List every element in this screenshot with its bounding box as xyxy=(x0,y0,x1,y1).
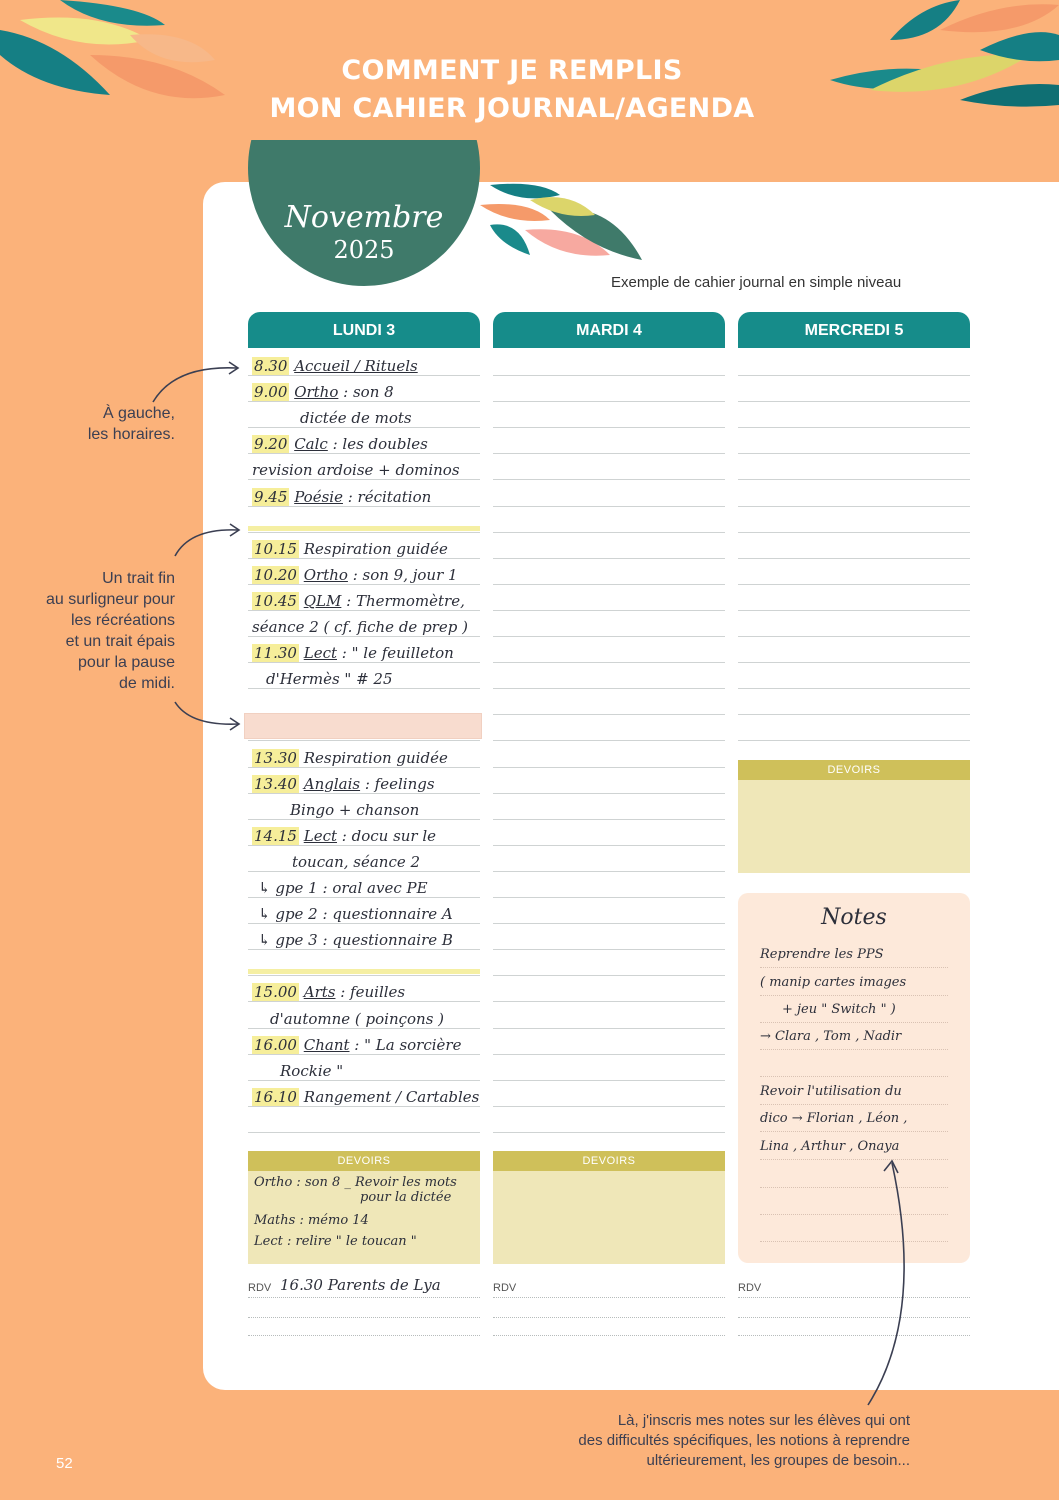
entry-subject: Lect xyxy=(303,826,338,845)
entry-text: ↳ gpe 2 : questionnaire A xyxy=(258,905,453,924)
note-line: dico → Florian , Léon , xyxy=(760,1105,948,1132)
schedule-entry xyxy=(248,745,480,771)
entry-subject: Ortho xyxy=(294,383,339,402)
note-line: + jeu " Switch " ) xyxy=(760,996,948,1023)
ruled-line xyxy=(493,1055,725,1081)
ruled-line xyxy=(493,1029,725,1055)
devoirs-label-wednesday: DEVOIRS xyxy=(738,760,970,780)
ruled-line xyxy=(738,689,970,715)
side-note-line: À gauche, xyxy=(102,405,175,422)
ruled-line xyxy=(493,1107,725,1133)
ruled-line xyxy=(738,715,970,741)
entry-text: d'automne ( poinçons ) xyxy=(270,1009,445,1028)
ruled-line xyxy=(493,768,725,794)
ruled-line xyxy=(493,872,725,898)
page-number: 52 xyxy=(56,1455,73,1472)
entry-text: : " le feuilleton xyxy=(337,644,454,663)
notes-title: Notes xyxy=(821,905,887,930)
entry-time: 9.00 xyxy=(254,383,288,402)
ruled-line xyxy=(493,1003,725,1029)
entry-subject: Poésie xyxy=(294,487,343,506)
rdv-extra-line xyxy=(738,1316,970,1336)
schedule-entry xyxy=(248,797,480,823)
entry-text: : docu sur le xyxy=(337,826,437,845)
rdv-row-wednesday xyxy=(738,1278,970,1298)
schedule-entry xyxy=(248,484,480,510)
entry-time: 9.45 xyxy=(254,487,288,506)
devoirs-box-tuesday xyxy=(493,1151,725,1264)
ruled-line xyxy=(493,559,725,585)
schedule-entry xyxy=(248,1032,480,1058)
rdv-extra-line xyxy=(248,1298,480,1318)
ruled-line xyxy=(493,742,725,768)
ruled-line xyxy=(493,611,725,637)
recreation-highlight xyxy=(248,969,480,974)
schedule-entry xyxy=(248,353,480,379)
schedule-entry xyxy=(248,457,480,483)
ruled-line xyxy=(493,715,725,741)
schedule-entry xyxy=(248,431,480,457)
arrow-icon-recreation xyxy=(170,520,245,560)
entry-subject: Arts xyxy=(303,983,336,1002)
rdv-value-monday: 16.30 Parents de Lya xyxy=(280,1276,441,1294)
ruled-line xyxy=(493,898,725,924)
arrow-icon-lunch xyxy=(170,698,245,738)
schedule-entry xyxy=(248,536,480,562)
side-note-line: des difficultés spécifiques, les notions à reprendre xyxy=(578,1432,910,1449)
entry-text: toucan, séance 2 xyxy=(292,852,421,871)
ruled-line xyxy=(493,950,725,976)
entry-text: Rockie " xyxy=(280,1061,344,1080)
devoirs-label-monday: DEVOIRS xyxy=(248,1151,480,1171)
ruled-line xyxy=(493,507,725,533)
side-note-line: les récréations xyxy=(70,612,175,629)
ruled-line xyxy=(738,350,970,376)
ruled-line xyxy=(738,637,970,663)
schedule-entry xyxy=(248,849,480,875)
devoirs-label-tuesday: DEVOIRS xyxy=(493,1151,725,1171)
entry-text: : les doubles xyxy=(327,435,428,454)
day-column-monday xyxy=(248,312,480,1106)
entry-time: 10.20 xyxy=(254,565,297,584)
schedule-entry xyxy=(248,379,480,405)
entry-text: séance 2 ( cf. fiche de prep ) xyxy=(252,618,468,636)
schedule-entry xyxy=(248,875,480,901)
note-line: ( manip cartes images xyxy=(760,969,948,996)
entry-time: 10.45 xyxy=(254,591,297,610)
entry-time: 10.15 xyxy=(254,539,297,558)
entry-text: : feelings xyxy=(360,774,435,793)
entry-time: 11.30 xyxy=(254,644,297,663)
month-badge xyxy=(248,140,480,286)
ruled-line xyxy=(493,376,725,402)
schedule-entry xyxy=(248,640,480,666)
entry-text: : feuilles xyxy=(335,983,406,1002)
schedule-entry xyxy=(248,979,480,1005)
side-note-line: de midi. xyxy=(118,675,175,692)
page-title-line-2: MON CAHIER JOURNAL/AGENDA xyxy=(269,93,755,124)
devoirs-line: Maths : mémo 14 xyxy=(254,1213,369,1228)
ruled-line xyxy=(493,689,725,715)
note-line: Reprendre les PPS xyxy=(760,941,948,968)
entry-text: Respiration guidée xyxy=(303,539,448,558)
ruled-line xyxy=(738,428,970,454)
ruled-line xyxy=(493,350,725,376)
rdv-extra-line xyxy=(738,1298,970,1318)
devoirs-line: Ortho : son 8 _ Revoir les mots xyxy=(254,1175,457,1190)
day-column-tuesday xyxy=(493,312,725,348)
entry-time: 13.40 xyxy=(254,774,297,793)
lunch-highlight xyxy=(244,713,482,739)
schedule-entry xyxy=(248,927,480,953)
ruled-line xyxy=(493,924,725,950)
note-line xyxy=(760,1050,948,1077)
ruled-line xyxy=(738,663,970,689)
schedule-entry xyxy=(248,771,480,797)
entry-text: Respiration guidée xyxy=(303,748,448,767)
example-caption: Exemple de cahier journal en simple niveau xyxy=(611,274,902,291)
arrow-icon-schedule xyxy=(145,360,245,410)
note-line: → Clara , Tom , Nadir xyxy=(760,1023,948,1050)
recreation-highlight xyxy=(248,526,480,531)
rdv-extra-line xyxy=(493,1316,725,1336)
entry-subject: QLM xyxy=(303,591,342,610)
entry-time: 15.00 xyxy=(254,983,297,1002)
entry-text: d'Hermès " # 25 xyxy=(266,670,393,689)
side-note-line: au surligneur pour xyxy=(46,591,175,608)
entry-text: : récitation xyxy=(342,487,432,506)
schedule-entry xyxy=(248,901,480,927)
schedule-entry xyxy=(248,614,480,640)
day-column-wednesday xyxy=(738,312,970,348)
entry-time: 13.30 xyxy=(254,748,297,767)
schedule-entry xyxy=(248,562,480,588)
entry-time: 16.10 xyxy=(254,1087,297,1106)
entry-subject: Calc xyxy=(294,435,328,454)
ruled-line xyxy=(493,533,725,559)
ruled-line xyxy=(493,585,725,611)
ruled-line xyxy=(738,402,970,428)
ruled-line xyxy=(738,559,970,585)
side-note-line: les horaires. xyxy=(87,426,175,443)
rdv-row-tuesday xyxy=(493,1278,725,1298)
ruled-line xyxy=(493,637,725,663)
devoirs-box-monday xyxy=(248,1151,480,1264)
ruled-line xyxy=(493,454,725,480)
schedule-entry xyxy=(248,1084,480,1110)
side-note-bottom xyxy=(578,1411,910,1471)
devoirs-line: Lect : relire " le toucan " xyxy=(254,1234,417,1249)
day-header-monday: LUNDI 3 xyxy=(248,312,480,348)
ruled-line xyxy=(248,689,480,715)
ruled-line xyxy=(493,481,725,507)
entry-subject: Chant xyxy=(303,1035,350,1054)
entry-subject: Accueil / Rituels xyxy=(294,357,418,375)
ruled-line xyxy=(738,585,970,611)
ruled-line xyxy=(738,481,970,507)
ruled-line xyxy=(738,611,970,637)
entry-text: Rangement / Cartables xyxy=(303,1087,480,1106)
page-title xyxy=(0,52,1024,128)
entry-time: 9.20 xyxy=(254,435,288,454)
side-note-line: Un trait fin xyxy=(102,570,175,587)
ruled-line xyxy=(493,663,725,689)
ruled-line xyxy=(493,428,725,454)
notes-box xyxy=(738,893,970,1263)
ruled-line xyxy=(493,1081,725,1107)
day-header-tuesday: MARDI 4 xyxy=(493,312,725,348)
rdv-label: RDV xyxy=(493,1282,517,1294)
side-note-line: ultérieurement, les groupes de besoin... xyxy=(646,1452,910,1469)
schedule-entry xyxy=(248,666,480,692)
entry-text: : Thermomètre, xyxy=(341,591,465,610)
devoirs-box-wednesday xyxy=(738,760,970,873)
rdv-extra-line xyxy=(248,1316,480,1336)
ruled-line xyxy=(493,794,725,820)
entry-time: 8.30 xyxy=(254,357,288,375)
arrow-icon-notes xyxy=(860,1155,920,1410)
side-note-line: et un trait épais xyxy=(65,633,175,650)
entry-text: Bingo + chanson xyxy=(290,800,420,819)
side-note-highlight xyxy=(46,568,175,694)
entry-subject: Lect xyxy=(303,644,338,663)
month-name: Novembre xyxy=(284,200,444,235)
ruled-line xyxy=(738,533,970,559)
note-line: Revoir l'utilisation du xyxy=(760,1078,948,1105)
entry-text: ↳ gpe 1 : oral avec PE xyxy=(258,879,428,897)
ruled-line xyxy=(493,820,725,846)
entry-text: ↳ gpe 3 : questionnaire B xyxy=(258,931,453,950)
ruled-line xyxy=(738,376,970,402)
entry-text: : son 8 xyxy=(338,383,394,402)
schedule-entry xyxy=(248,405,480,431)
leaves-month-decoration xyxy=(470,180,645,270)
rdv-extra-line xyxy=(493,1298,725,1318)
ruled-line xyxy=(493,846,725,872)
schedule-entry xyxy=(248,588,480,614)
schedule-entry xyxy=(248,1058,480,1084)
ruled-line xyxy=(738,507,970,533)
ruled-line xyxy=(738,454,970,480)
schedule-entry xyxy=(248,823,480,849)
entry-time: 14.15 xyxy=(254,826,297,845)
entry-text: : son 9, jour 1 xyxy=(347,565,458,584)
ruled-line xyxy=(248,1107,480,1133)
entry-subject: Ortho xyxy=(303,565,348,584)
devoirs-line: pour la dictée xyxy=(360,1190,452,1205)
entry-subject: Anglais xyxy=(303,774,361,793)
rdv-label: RDV xyxy=(248,1282,272,1294)
entry-time: 16.00 xyxy=(254,1035,297,1054)
note-line: Lina , Arthur , Onaya xyxy=(760,1133,948,1160)
side-note-line: Là, j'inscris mes notes sur les élèves qui ont xyxy=(617,1412,910,1429)
day-header-wednesday: MERCREDI 5 xyxy=(738,312,970,348)
rdv-label: RDV xyxy=(738,1282,762,1294)
entry-text: dictée de mots xyxy=(300,409,412,428)
entry-text: : " La sorcière xyxy=(349,1035,462,1054)
entry-text: revision ardoise + dominos xyxy=(252,461,460,480)
side-note-line: pour la pause xyxy=(78,654,175,671)
month-year: 2025 xyxy=(333,236,395,264)
schedule-entry xyxy=(248,1006,480,1032)
ruled-line xyxy=(493,402,725,428)
page-title-line-1: COMMENT JE REMPLIS xyxy=(341,55,683,86)
ruled-line xyxy=(493,976,725,1002)
rdv-row-monday xyxy=(248,1278,480,1298)
